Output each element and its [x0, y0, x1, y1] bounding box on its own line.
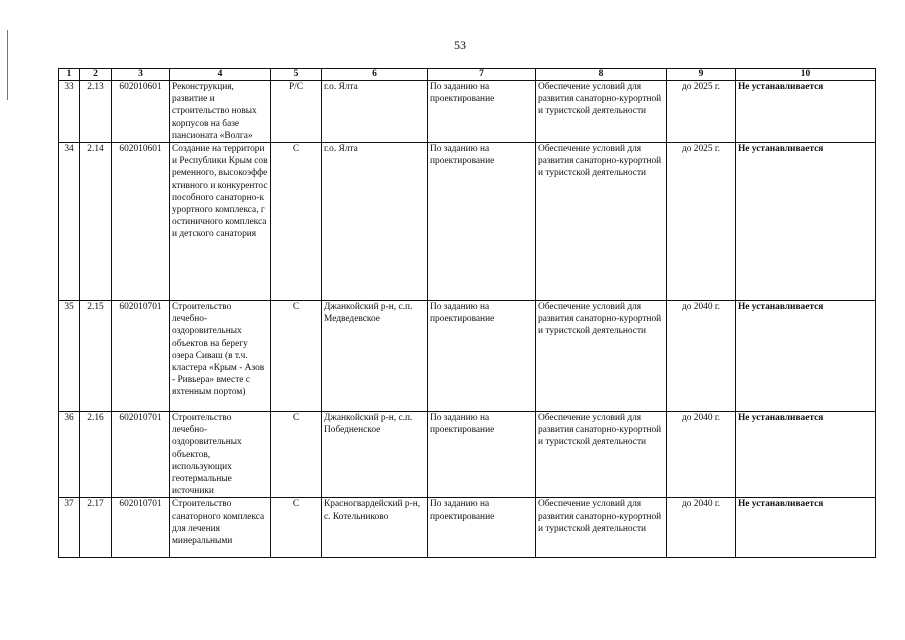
row-code: 2.17 — [80, 498, 112, 558]
column-header: 5 — [271, 69, 322, 81]
row-name: Создание на территории Республики Крым современного, высокоэффективного и конкурентоспособного санаторно-курортного комплекса, гостиничного комплекса и детского санатория — [170, 143, 271, 301]
register-table — [58, 68, 876, 558]
row-term: до 2040 г. — [667, 301, 736, 412]
row-okpd: 602010601 — [112, 143, 170, 301]
row-status: С — [271, 301, 322, 412]
row-term: до 2025 г. — [667, 143, 736, 301]
row-purpose: Обеспечение условий для развития санаторно-курортной и туристской деятельности — [536, 301, 667, 412]
table-row — [59, 143, 876, 301]
row-zone: Не устанавливается — [736, 412, 876, 498]
row-number: 36 — [59, 412, 80, 498]
row-basis: По заданию на проектирование — [428, 498, 536, 558]
row-number: 35 — [59, 301, 80, 412]
row-zone: Не устанавливается — [736, 143, 876, 301]
row-okpd: 602010701 — [112, 412, 170, 498]
row-code: 2.16 — [80, 412, 112, 498]
row-okpd: 602010701 — [112, 498, 170, 558]
row-status: С — [271, 412, 322, 498]
row-term: до 2025 г. — [667, 81, 736, 143]
column-header: 7 — [428, 69, 536, 81]
table-row — [59, 81, 876, 143]
column-header: 2 — [80, 69, 112, 81]
row-status: Р/С — [271, 81, 322, 143]
row-basis: По заданию на проектирование — [428, 301, 536, 412]
row-location: Джанкойский р-н, с.п. Медведевское — [322, 301, 428, 412]
row-code: 2.14 — [80, 143, 112, 301]
row-basis: По заданию на проектирование — [428, 412, 536, 498]
row-purpose: Обеспечение условий для развития санаторно-курортной и туристской деятельности — [536, 498, 667, 558]
row-location: Красногвардейский р-н, с. Котельниково — [322, 498, 428, 558]
row-location: г.о. Ялта — [322, 143, 428, 301]
row-code: 2.15 — [80, 301, 112, 412]
row-term: до 2040 г. — [667, 498, 736, 558]
table-row — [59, 412, 876, 498]
column-header: 1 — [59, 69, 80, 81]
row-number: 34 — [59, 143, 80, 301]
row-term: до 2040 г. — [667, 412, 736, 498]
column-header: 6 — [322, 69, 428, 81]
header-row — [59, 69, 876, 81]
row-purpose: Обеспечение условий для развития санаторно-курортной и туристской деятельности — [536, 412, 667, 498]
column-header: 8 — [536, 69, 667, 81]
page-number: 53 — [454, 38, 466, 52]
row-purpose: Обеспечение условий для развития санаторно-курортной и туристской деятельности — [536, 81, 667, 143]
row-name: Реконструкция, развитие и строительство новых корпусов на базе пансионата «Волга» — [170, 81, 271, 143]
row-zone: Не устанавливается — [736, 498, 876, 558]
row-number: 37 — [59, 498, 80, 558]
row-status: С — [271, 143, 322, 301]
row-basis: По заданию на проектирование — [428, 143, 536, 301]
row-purpose: Обеспечение условий для развития санаторно-курортной и туристской деятельности — [536, 143, 667, 301]
row-status: С — [271, 498, 322, 558]
column-header: 3 — [112, 69, 170, 81]
row-zone: Не устанавливается — [736, 301, 876, 412]
row-location: Джанкойский р-н, с.п. Победненское — [322, 412, 428, 498]
row-name: Строительство лечебно-оздоровительных объектов на берегу озера Сиваш (в т.ч. кластера «Крым - Азов - Ривьера» вместе с яхтенным портом) — [170, 301, 271, 412]
row-okpd: 602010601 — [112, 81, 170, 143]
row-code: 2.13 — [80, 81, 112, 143]
row-number: 33 — [59, 81, 80, 143]
row-basis: По заданию на проектирование — [428, 81, 536, 143]
row-okpd: 602010701 — [112, 301, 170, 412]
column-header: 9 — [667, 69, 736, 81]
row-location: г.о. Ялта — [322, 81, 428, 143]
row-name: Строительство лечебно-оздоровительных объектов, использующих геотермальные источники — [170, 412, 271, 498]
row-zone: Не устанавливается — [736, 81, 876, 143]
table-row — [59, 301, 876, 412]
column-header: 10 — [736, 69, 876, 81]
table-row — [59, 498, 876, 558]
column-header: 4 — [170, 69, 271, 81]
row-name: Строительство санаторного комплекса для лечения минеральными — [170, 498, 271, 558]
